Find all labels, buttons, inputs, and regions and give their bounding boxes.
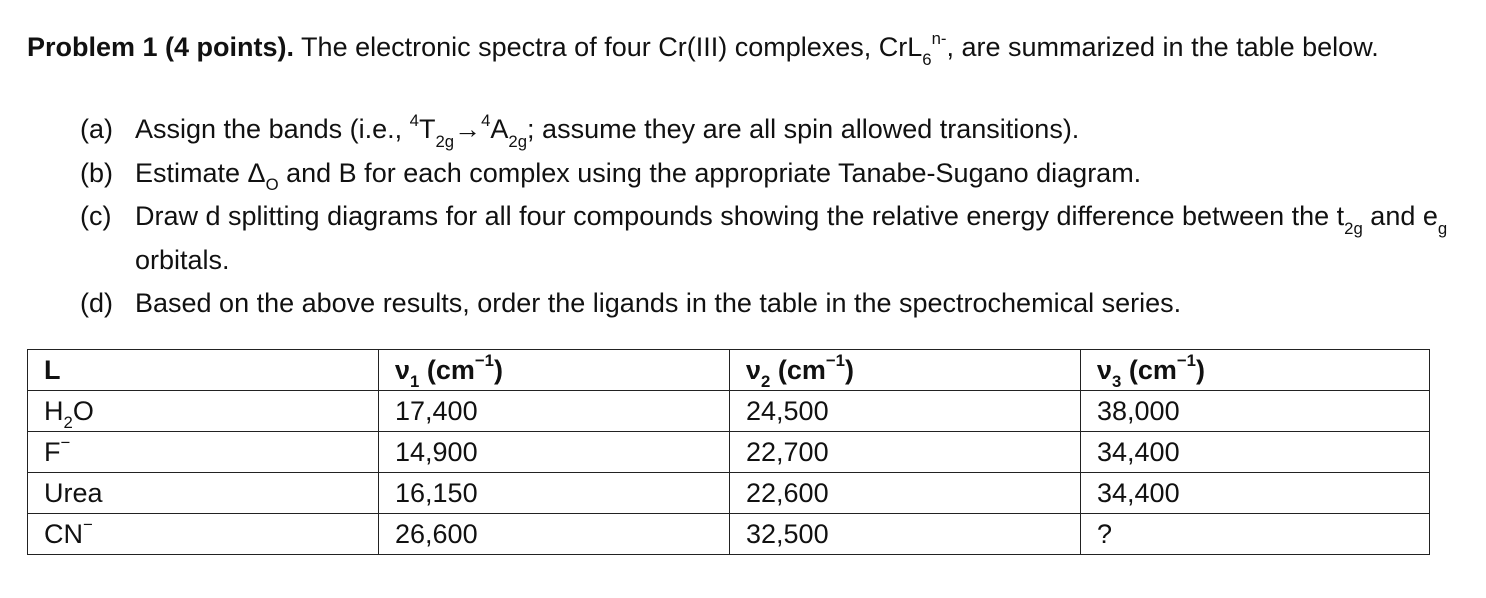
table-row xyxy=(28,514,1430,555)
eg-subscript: g xyxy=(1437,218,1448,238)
header-v3 xyxy=(1081,350,1430,391)
delta-symbol: Δ xyxy=(247,157,266,188)
part-c-text xyxy=(135,195,1460,282)
header-v1 xyxy=(379,350,730,391)
ligand-charge: − xyxy=(60,433,71,452)
ligand-name: Urea xyxy=(44,477,103,508)
header-v2-subscript: 2 xyxy=(761,372,771,392)
table-header-row xyxy=(28,350,1430,391)
ligand-cell xyxy=(28,473,379,514)
part-a-text-start: Assign the bands (i.e., xyxy=(135,114,410,144)
state2-superscript: 4 xyxy=(481,110,491,130)
problem-statement xyxy=(27,27,1467,67)
v1-cell: 16,150 xyxy=(379,473,730,514)
header-v3-unit-exponent: −1 xyxy=(1176,351,1196,370)
part-c-text-end: orbitals. xyxy=(135,244,230,275)
transition-arrow-icon: → xyxy=(454,114,482,144)
header-v2-unit-exponent: −1 xyxy=(825,351,845,370)
header-v3-subscript: 3 xyxy=(1112,372,1122,392)
part-a-text xyxy=(135,108,1460,152)
v2-cell: 22,600 xyxy=(730,473,1081,514)
ligand-name: F xyxy=(44,436,61,467)
intro-subscript: 6 xyxy=(922,49,932,69)
v1-cell: 17,400 xyxy=(379,391,730,432)
v2-cell: 24,500 xyxy=(730,391,1081,432)
ligand-charge: − xyxy=(83,515,93,534)
ligand-name-end: O xyxy=(72,395,94,426)
header-v1-unit-end: ) xyxy=(493,354,503,385)
intro-text-end: , are summarized in the table below. xyxy=(946,32,1379,62)
ligand-name: CN xyxy=(44,518,83,549)
v1-cell: 26,600 xyxy=(379,514,730,555)
header-v1-unit-exponent: −1 xyxy=(474,351,494,370)
part-b-text xyxy=(135,152,1460,196)
part-b-text-start: Estimate xyxy=(135,157,248,188)
header-v1-unit: (cm xyxy=(419,354,475,385)
ligand-cell xyxy=(28,514,379,555)
v3-cell: 38,000 xyxy=(1081,391,1430,432)
state1-superscript: 4 xyxy=(409,110,419,130)
header-v2-unit-end: ) xyxy=(844,354,854,385)
spectra-table xyxy=(27,349,1430,555)
v3-cell: 34,400 xyxy=(1081,473,1430,514)
v3-cell: ? xyxy=(1081,514,1430,555)
header-v2-unit: (cm xyxy=(770,354,826,385)
part-b-text-end: and B for each complex using the appropriate Tanabe-Sugano diagram. xyxy=(278,157,1142,188)
part-d-letter: (d) xyxy=(80,288,113,318)
header-ligand xyxy=(28,350,379,391)
part-b xyxy=(80,152,1460,196)
v2-cell: 22,700 xyxy=(730,432,1081,473)
part-d xyxy=(80,282,1460,326)
v2-cell: 32,500 xyxy=(730,514,1081,555)
ligand-subscript: 2 xyxy=(63,413,73,433)
header-v3-symbol: ν xyxy=(1097,354,1113,385)
state1-subscript: 2g xyxy=(435,131,455,151)
ligand-cell xyxy=(28,432,379,473)
state1-symbol: T xyxy=(418,114,436,144)
v1-cell: 14,900 xyxy=(379,432,730,473)
header-v3-unit: (cm xyxy=(1121,354,1177,385)
state2-subscript: 2g xyxy=(508,131,528,151)
ligand-cell xyxy=(28,391,379,432)
table-row xyxy=(28,473,1430,514)
part-a-text-end: ; assume they are all spin allowed transitions). xyxy=(527,114,1080,144)
part-a-letter: (a) xyxy=(80,114,113,144)
table-row xyxy=(28,391,1430,432)
part-c-text-start: Draw d splitting diagrams for all four compounds showing the relative energy difference between the t xyxy=(135,201,1345,231)
problem-parts xyxy=(80,108,1460,326)
header-ligand-label: L xyxy=(44,354,61,385)
part-c xyxy=(80,195,1460,282)
intro-text-start: The electronic spectra of four Cr(III) complexes, CrL xyxy=(294,32,923,62)
t2g-subscript: 2g xyxy=(1344,218,1363,238)
v3-cell: 34,400 xyxy=(1081,432,1430,473)
part-b-letter: (b) xyxy=(80,157,113,188)
header-v2 xyxy=(730,350,1081,391)
header-v1-subscript: 1 xyxy=(410,372,420,392)
intro-superscript: n- xyxy=(931,28,947,48)
part-d-text: Based on the above results, order the ligands in the table in the spectrochemical series. xyxy=(135,288,1182,318)
table-row xyxy=(28,432,1430,473)
header-v1-symbol: ν xyxy=(395,354,411,385)
part-a xyxy=(80,108,1460,152)
header-v2-symbol: ν xyxy=(746,354,762,385)
ligand-name: H xyxy=(44,395,64,426)
problem-heading: Problem 1 (4 points). xyxy=(27,32,295,62)
part-c-text-mid: and e xyxy=(1362,201,1438,231)
delta-subscript: O xyxy=(265,175,279,195)
header-v3-unit-end: ) xyxy=(1195,354,1205,385)
state2-symbol: A xyxy=(490,114,509,144)
part-c-letter: (c) xyxy=(80,201,112,231)
